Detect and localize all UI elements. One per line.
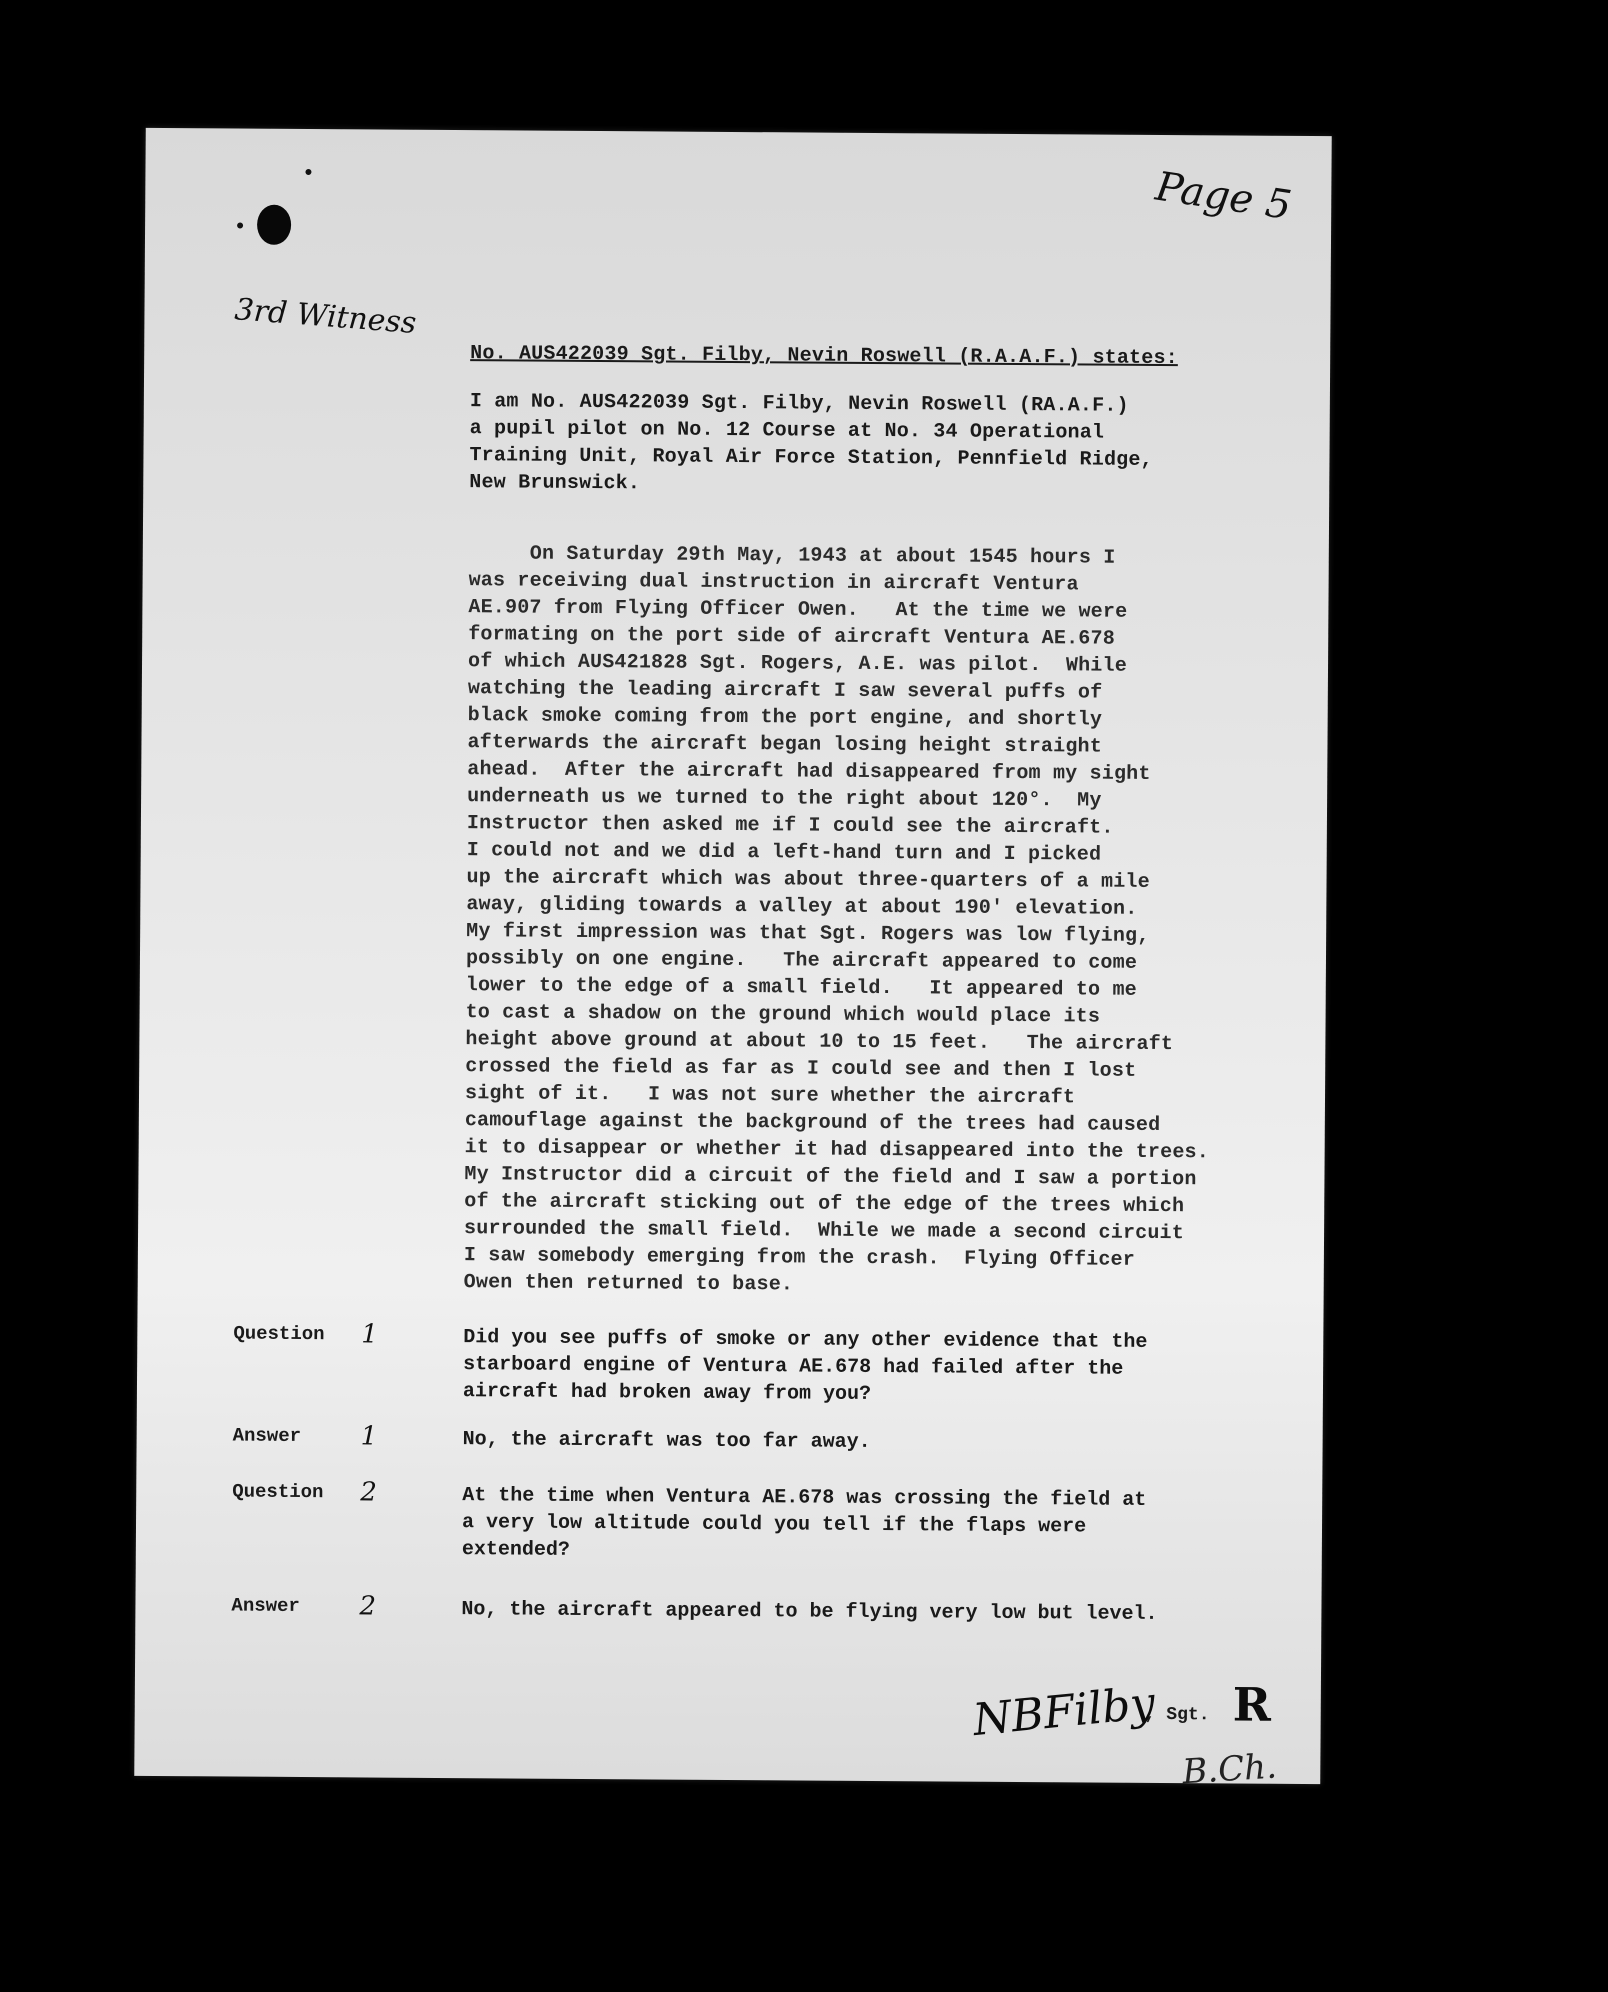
punch-hole: [257, 205, 291, 245]
qa-label: Answer: [232, 1424, 302, 1447]
qa-number: 2: [360, 1477, 377, 1508]
signature-rank: , Sgt.: [1144, 1704, 1210, 1726]
qa-label: Answer: [231, 1594, 300, 1617]
initial-mark: R: [1232, 1677, 1272, 1732]
ink-dot: [237, 223, 243, 229]
qa-number: 2: [359, 1591, 377, 1622]
answer-1: [232, 1421, 1293, 1454]
qa-text: No, the aircraft appeared to be flying very low but level.: [461, 1598, 1158, 1626]
page-number-annotation: Page 5: [1152, 163, 1294, 230]
answer-2: [231, 1591, 1292, 1626]
qa-text: Did you see puffs of smoke or any other evidence that the starboard engine of Ventura AE.678 had failed after the aircraft had broken away from you?: [462, 1326, 1148, 1406]
signature: NBFilby: [970, 1677, 1158, 1747]
qa-label: Question: [232, 1480, 324, 1504]
question-2: [232, 1477, 1292, 1562]
ink-dot: [305, 169, 311, 175]
countersign-initials: B.Ch.: [1181, 1746, 1279, 1793]
statement-paragraph-1: I am No. AUS422039 Sgt. Filby, Nevin Roswell (RA.A.F.) a pupil pilot on No. 12 Course at No. 34 Operational Training Unit, Royal Air Force Station, Pennfield Ridge, New Brunswick.: [469, 390, 1153, 496]
question-1: [233, 1319, 1293, 1406]
qa-number: 1: [360, 1421, 378, 1452]
statement-paragraph-2: On Saturday 29th May, 1943 at about 1545 hours I was receiving dual instruction in aircraft Ventura AE.907 from Flying Officer Owen. At the time we were formating on the port side of aircraft Ventura AE.678 of which AUS421828 Sgt. Rogers, A.E. was pilot. While watching the leading aircraft I saw several puffs of black smoke coming from the port engine, and shortly afterwards the aircraft began losing height straight ahead. After the aircraft had disappeared from my sight underneath us we turned to the right about 120°. My Instructor then asked me if I could see the aircraft. I could not and we did a left-hand turn and I picked up the aircraft which was about three-quarters of a mile away, gliding towards a valley at about 190' elevation. My first impression was that Sgt. Rogers was low flying, possibly on one engine. The aircraft appeared to come lower to the edge of a small field. It appeared to me to cast a shadow on the ground which would place its height above ground at about 10 to 15 feet. The aircraft crossed the field as far as I could see and then I lost sight of it. I was not sure whether the aircraft camouflage against the background of the trees had caused it to disappear or whether it had disappeared into the trees. My Instructor did a circuit of the field and I saw a portion of the aircraft sticking out of the edge of the trees which surrounded the small field. While we made a second circuit I saw somebody emerging from the crash. Flying Officer Owen then returned to base.: [463, 542, 1210, 1297]
qa-label: Question: [233, 1322, 325, 1346]
witness-annotation: 3rd Witness: [233, 292, 418, 342]
qa-number: 1: [361, 1319, 379, 1350]
qa-text: At the time when Ventura AE.678 was crossing the field at a very low altitude could you tell if the flaps were extended?: [461, 1484, 1147, 1562]
qa-text: No, the aircraft was too far away.: [462, 1428, 871, 1454]
statement-heading: No. AUS422039 Sgt. Filby, Nevin Roswell (R.A.A.F.) states:: [470, 342, 1178, 371]
document-page: [134, 128, 1331, 1793]
